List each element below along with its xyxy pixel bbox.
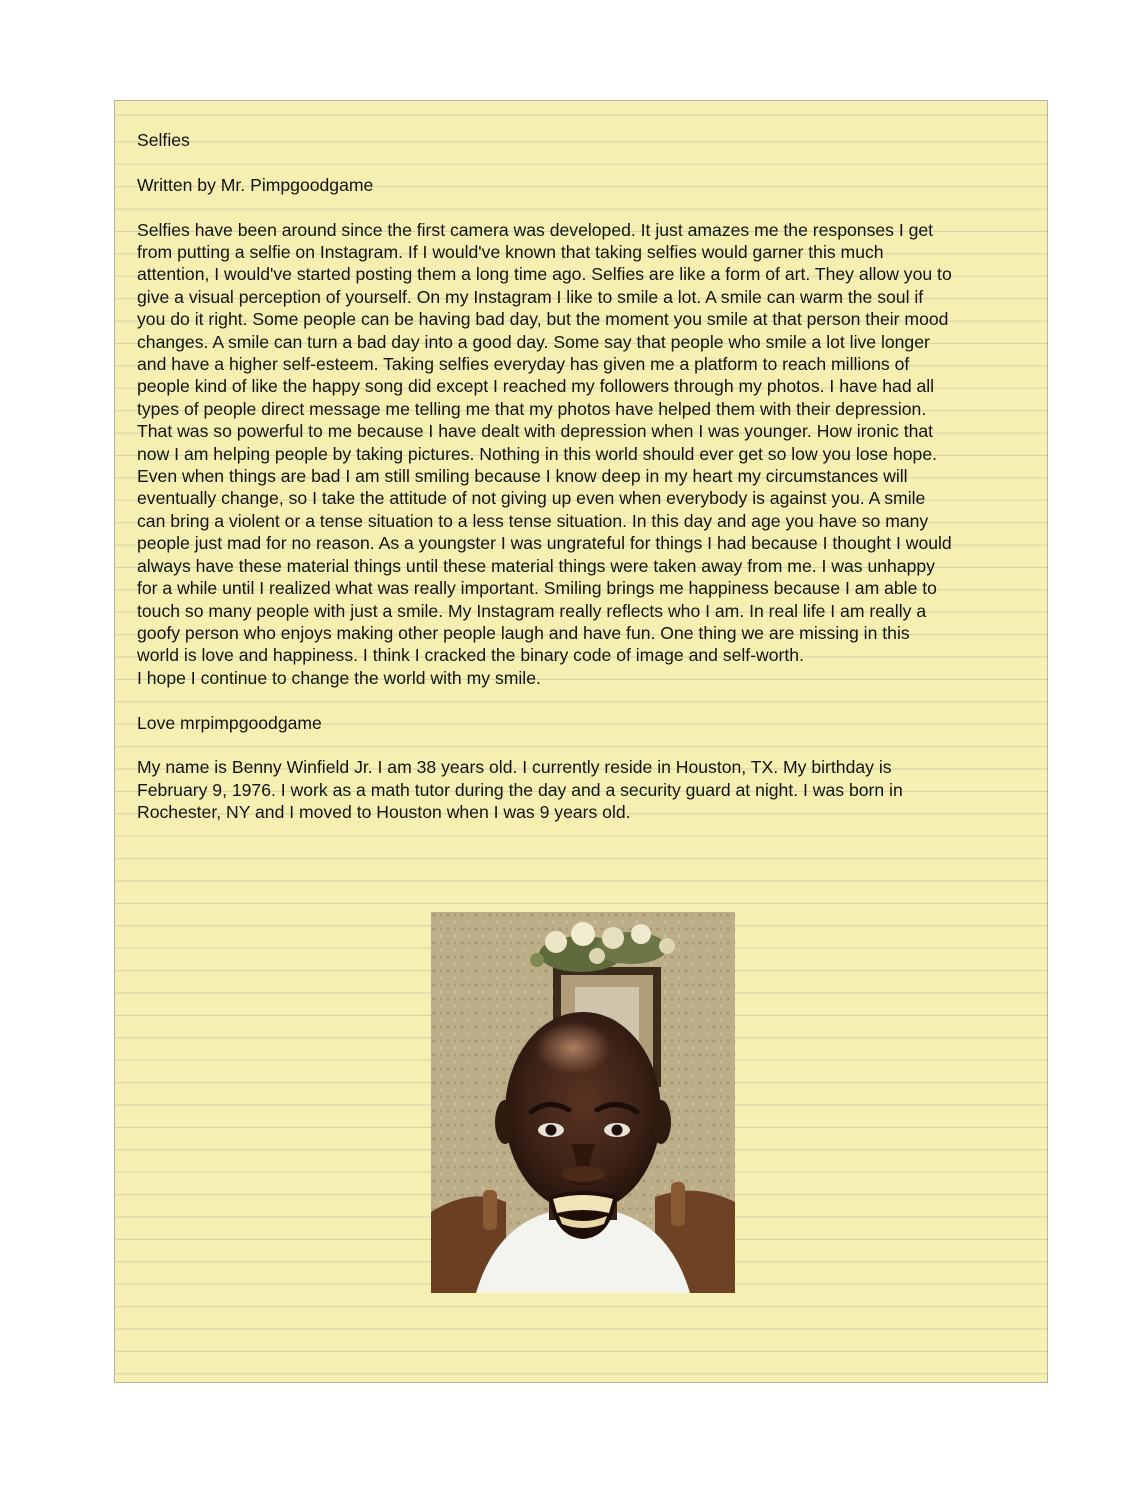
body-line: always have these material things until these material things were taken away from me. I was unhappy xyxy=(137,555,935,576)
note-title: Selfies xyxy=(137,130,190,150)
body-line: changes. A smile can turn a bad day into a good day. Some say that people who smile a lot live longer xyxy=(137,331,930,352)
body-line: That was so powerful to me because I have dealt with depression when I was younger. How ironic that xyxy=(137,421,934,442)
selfie-photo xyxy=(431,912,735,1293)
body-line: goofy person who enjoys making other people laugh and have fun. One thing we are missing in this xyxy=(137,622,910,643)
body-line: from putting a selfie on Instagram. If I would've known that taking selfies would garner this much xyxy=(137,242,884,262)
note-text xyxy=(137,129,1032,846)
body-line: give a visual perception of yourself. On my Instagram I like to smile a lot. A smile can warm the soul if xyxy=(137,286,924,307)
notepad-page xyxy=(114,100,1048,1383)
body-line: world is love and happiness. I think I cracked the binary code of image and self-worth. xyxy=(137,645,804,666)
body-line: I hope I continue to change the world with my smile. xyxy=(137,667,541,688)
body-line: touch so many people with just a smile. My Instagram really reflects who I am. In real life I am really a xyxy=(137,600,927,621)
body-line: and have a higher self-esteem. Taking selfies everyday has given me a platform to reach millions of xyxy=(137,354,910,375)
bio-line: Rochester, NY and I moved to Houston when I was 9 years old. xyxy=(137,802,631,823)
body-line: people just mad for no reason. As a youngster I was ungrateful for things I had because I thought I would xyxy=(137,533,952,554)
body-line: eventually change, so I take the attitude of not giving up even when everybody is against you. A smile xyxy=(137,488,926,509)
body-line: now I am helping people by taking pictures. Nothing in this world should ever get so low you lose hope. xyxy=(137,443,938,464)
selfie-illustration xyxy=(431,912,735,1293)
note-body xyxy=(137,219,1032,690)
body-line: Selfies have been around since the first camera was developed. It just amazes me the responses I get xyxy=(137,219,934,240)
body-line: attention, I would've started posting them a long time ago. Selfies are like a form of art. They allow you to xyxy=(137,264,952,285)
body-line: types of people direct message me telling me that my photos have helped them with their depression. xyxy=(137,398,927,419)
body-line: people kind of like the happy song did except I reached my followers through my photos. I have had all xyxy=(137,376,935,397)
body-line: can bring a violent or a tense situation to a less tense situation. In this day and age you have so many xyxy=(137,510,929,531)
bio-line: February 9, 1976. I work as a math tutor during the day and a security guard at night. I was born in xyxy=(137,779,903,800)
body-line: for a while until I realized what was really important. Smiling brings me happiness because I am able to xyxy=(137,578,937,599)
bio-line: My name is Benny Winfield Jr. I am 38 years old. I currently reside in Houston, TX. My birthday is xyxy=(137,757,892,778)
note-signoff: Love mrpimpgoodgame xyxy=(137,712,322,733)
note-bio xyxy=(137,756,1032,823)
body-line: you do it right. Some people can be having bad day, but the moment you smile at that person their mood xyxy=(137,309,949,330)
body-line: Even when things are bad I am still smiling because I know deep in my heart my circumstances will xyxy=(137,466,908,487)
note-byline: Written by Mr. Pimpgoodgame xyxy=(137,174,374,195)
